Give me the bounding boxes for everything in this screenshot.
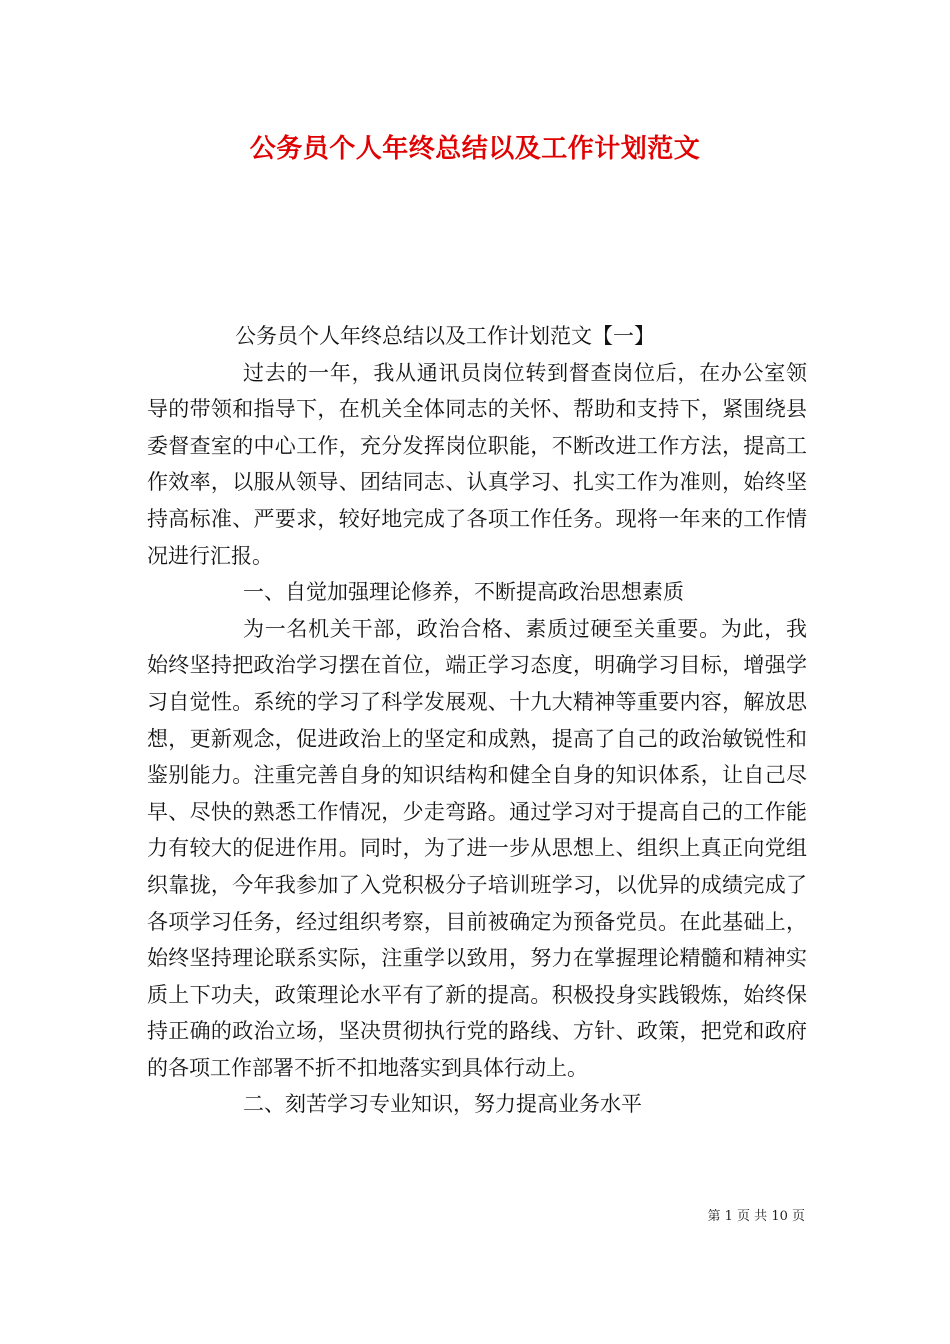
- section-heading-1: 一、自觉加强理论修养，不断提高政治思想素质: [243, 580, 684, 605]
- page-number-footer: 第 1 页 共 10 页: [707, 1209, 805, 1224]
- section-heading-2: 二、刻苦学习专业知识，努力提高业务水平: [243, 1092, 642, 1117]
- document-subtitle: 公务员个人年终总结以及工作计划范文【一】: [235, 324, 655, 348]
- paragraph-section-1: 为一名机关干部，政治合格、素质过硬至关重要。为此，我始终坚持把政治学习摆在首位，端正学习态度，明确学习目标，增强学习自觉性。系统的学习了科学发展观、十九大精神等重要内容，解放思想，更新观念，促进政治上的坚定和成熟，提高了自己的政治敏锐性和鉴别能力。注重完善自身的知识结构和健全自身的知识体系，让自己尽早、尽快的熟悉工作情况，少走弯路。通过学习对于提高自己的工作能力有较大的促进作用。同时，为了进一步从思想上、组织上真正向党组织靠拢，今年我参加了入党积极分子培训班学习，以优异的成绩完成了各项学习任务，经过组织考察，目前被确定为预备党员。在此基础上，始终坚持理论联系实际，注重学以致用，努力在掌握理论精髓和精神实质上下功夫，政策理论水平有了新的提高。积极投身实践锻炼，始终保持正确的政治立场，坚决贯彻执行党的路线、方针、政策，把党和政府的各项工作部署不折不扣地落实到具体行动上。: [147, 616, 807, 1080]
- document-title: 公务员个人年终总结以及工作计划范文: [249, 134, 701, 164]
- document-body: [147, 318, 807, 1123]
- paragraph-intro: 过去的一年，我从通讯员岗位转到督查岗位后，在办公室领导的带领和指导下，在机关全体同志的关怀、帮助和支持下，紧围绕县委督查室的中心工作，充分发挥岗位职能，不断改进工作方法，提高工作效率，以服从领导、团结同志、认真学习、扎实工作为准则，始终坚持高标准、严要求，较好地完成了各项工作任务。现将一年来的工作情况进行汇报。: [147, 360, 807, 568]
